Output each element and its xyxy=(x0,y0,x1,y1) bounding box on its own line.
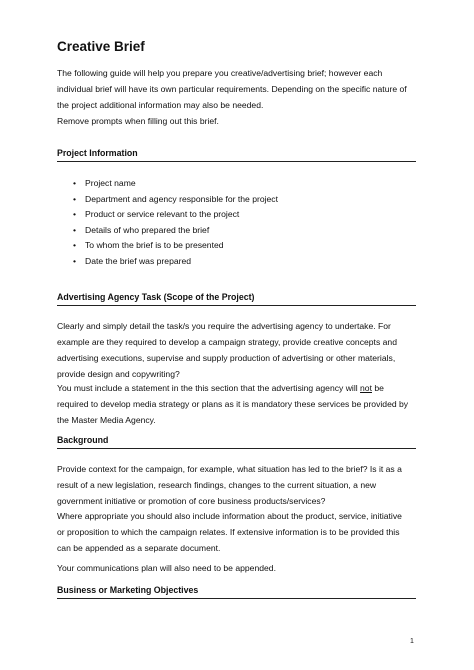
list-item xyxy=(57,254,387,270)
list-item-text: To whom the brief is to be presented xyxy=(85,240,224,251)
text-run: be xyxy=(371,383,384,393)
bullet-icon: • xyxy=(73,178,77,188)
list-item-text: Department and agency responsible for the project xyxy=(85,193,278,204)
section-heading-background: Background xyxy=(57,434,416,449)
background-paragraph-1 xyxy=(57,462,419,510)
page-number: 1 xyxy=(410,638,414,645)
bullet-icon: • xyxy=(73,209,77,220)
list-item xyxy=(57,238,387,254)
intro-line: The following guide will help you prepare you creative/advertising brief; however each xyxy=(57,68,383,78)
agency-task-paragraph-2 xyxy=(57,381,419,429)
section-heading-project-information: Project Information xyxy=(57,147,416,162)
intro-paragraph xyxy=(57,66,419,130)
agency-task-paragraph-1 xyxy=(57,319,419,383)
paragraph-line: result of a new legislation, research findings, changes to the current situation, a new xyxy=(57,479,377,490)
intro-line: individual brief will have its own particular requirements. Depending on the specific nature of xyxy=(57,83,407,94)
emphasis-not: not xyxy=(360,383,372,393)
intro-line: Remove prompts when filling out this brief. xyxy=(57,115,219,126)
text-run: You must include a statement in the this section that the advertising agency will xyxy=(57,383,361,393)
background-paragraph-2 xyxy=(57,509,419,557)
list-item-text: Project name xyxy=(85,178,136,188)
document-title: Creative Brief xyxy=(57,39,145,54)
project-information-list xyxy=(57,176,387,270)
paragraph-line: Provide context for the campaign, for example, what situation has led to the brief? Is it as a xyxy=(57,464,402,474)
paragraph-line: advertising executions, supervise and supply production of advertising or other materials, xyxy=(57,352,396,363)
paragraph-line: can be appended as a separate document. xyxy=(57,542,221,553)
bullet-icon: • xyxy=(73,240,77,251)
bullet-icon: • xyxy=(73,255,77,266)
background-paragraph-3: Your communications plan will also need to be appended. xyxy=(57,563,276,573)
section-heading-objectives: Business or Marketing Objectives xyxy=(57,584,416,599)
bullet-icon: • xyxy=(73,193,77,204)
paragraph-line: the Master Media Agency. xyxy=(57,414,156,425)
paragraph-line: Clearly and simply detail the task/s you require the advertising agency to undertake. For xyxy=(57,321,391,331)
paragraph-line: government initiative or promotion of core business products/services? xyxy=(57,495,326,506)
paragraph-line: Where appropriate you should also include information about the product, service, initiative xyxy=(57,511,402,521)
bullet-icon: • xyxy=(73,224,77,235)
paragraph-line: example are they required to develop a campaign strategy, provide creative concepts and xyxy=(57,336,397,347)
list-item xyxy=(57,192,387,208)
list-item xyxy=(57,176,387,192)
list-item xyxy=(57,223,387,239)
list-item-text: Date the brief was prepared xyxy=(85,255,192,266)
intro-line: the project additional information may also be needed. xyxy=(57,99,264,110)
list-item-text: Details of who prepared the brief xyxy=(85,224,210,235)
paragraph-line xyxy=(57,381,419,397)
paragraph-line: required to develop media strategy or plans as it is mandatory these services be provided by xyxy=(57,398,409,409)
list-item xyxy=(57,207,387,223)
section-heading-agency-task: Advertising Agency Task (Scope of the Project) xyxy=(57,291,416,306)
paragraph-line: provide design and copywriting? xyxy=(57,368,180,379)
list-item-text: Product or service relevant to the project xyxy=(85,209,240,220)
paragraph-line: or proposition to which the campaign relates. If extensive information is to be provided this xyxy=(57,526,400,537)
